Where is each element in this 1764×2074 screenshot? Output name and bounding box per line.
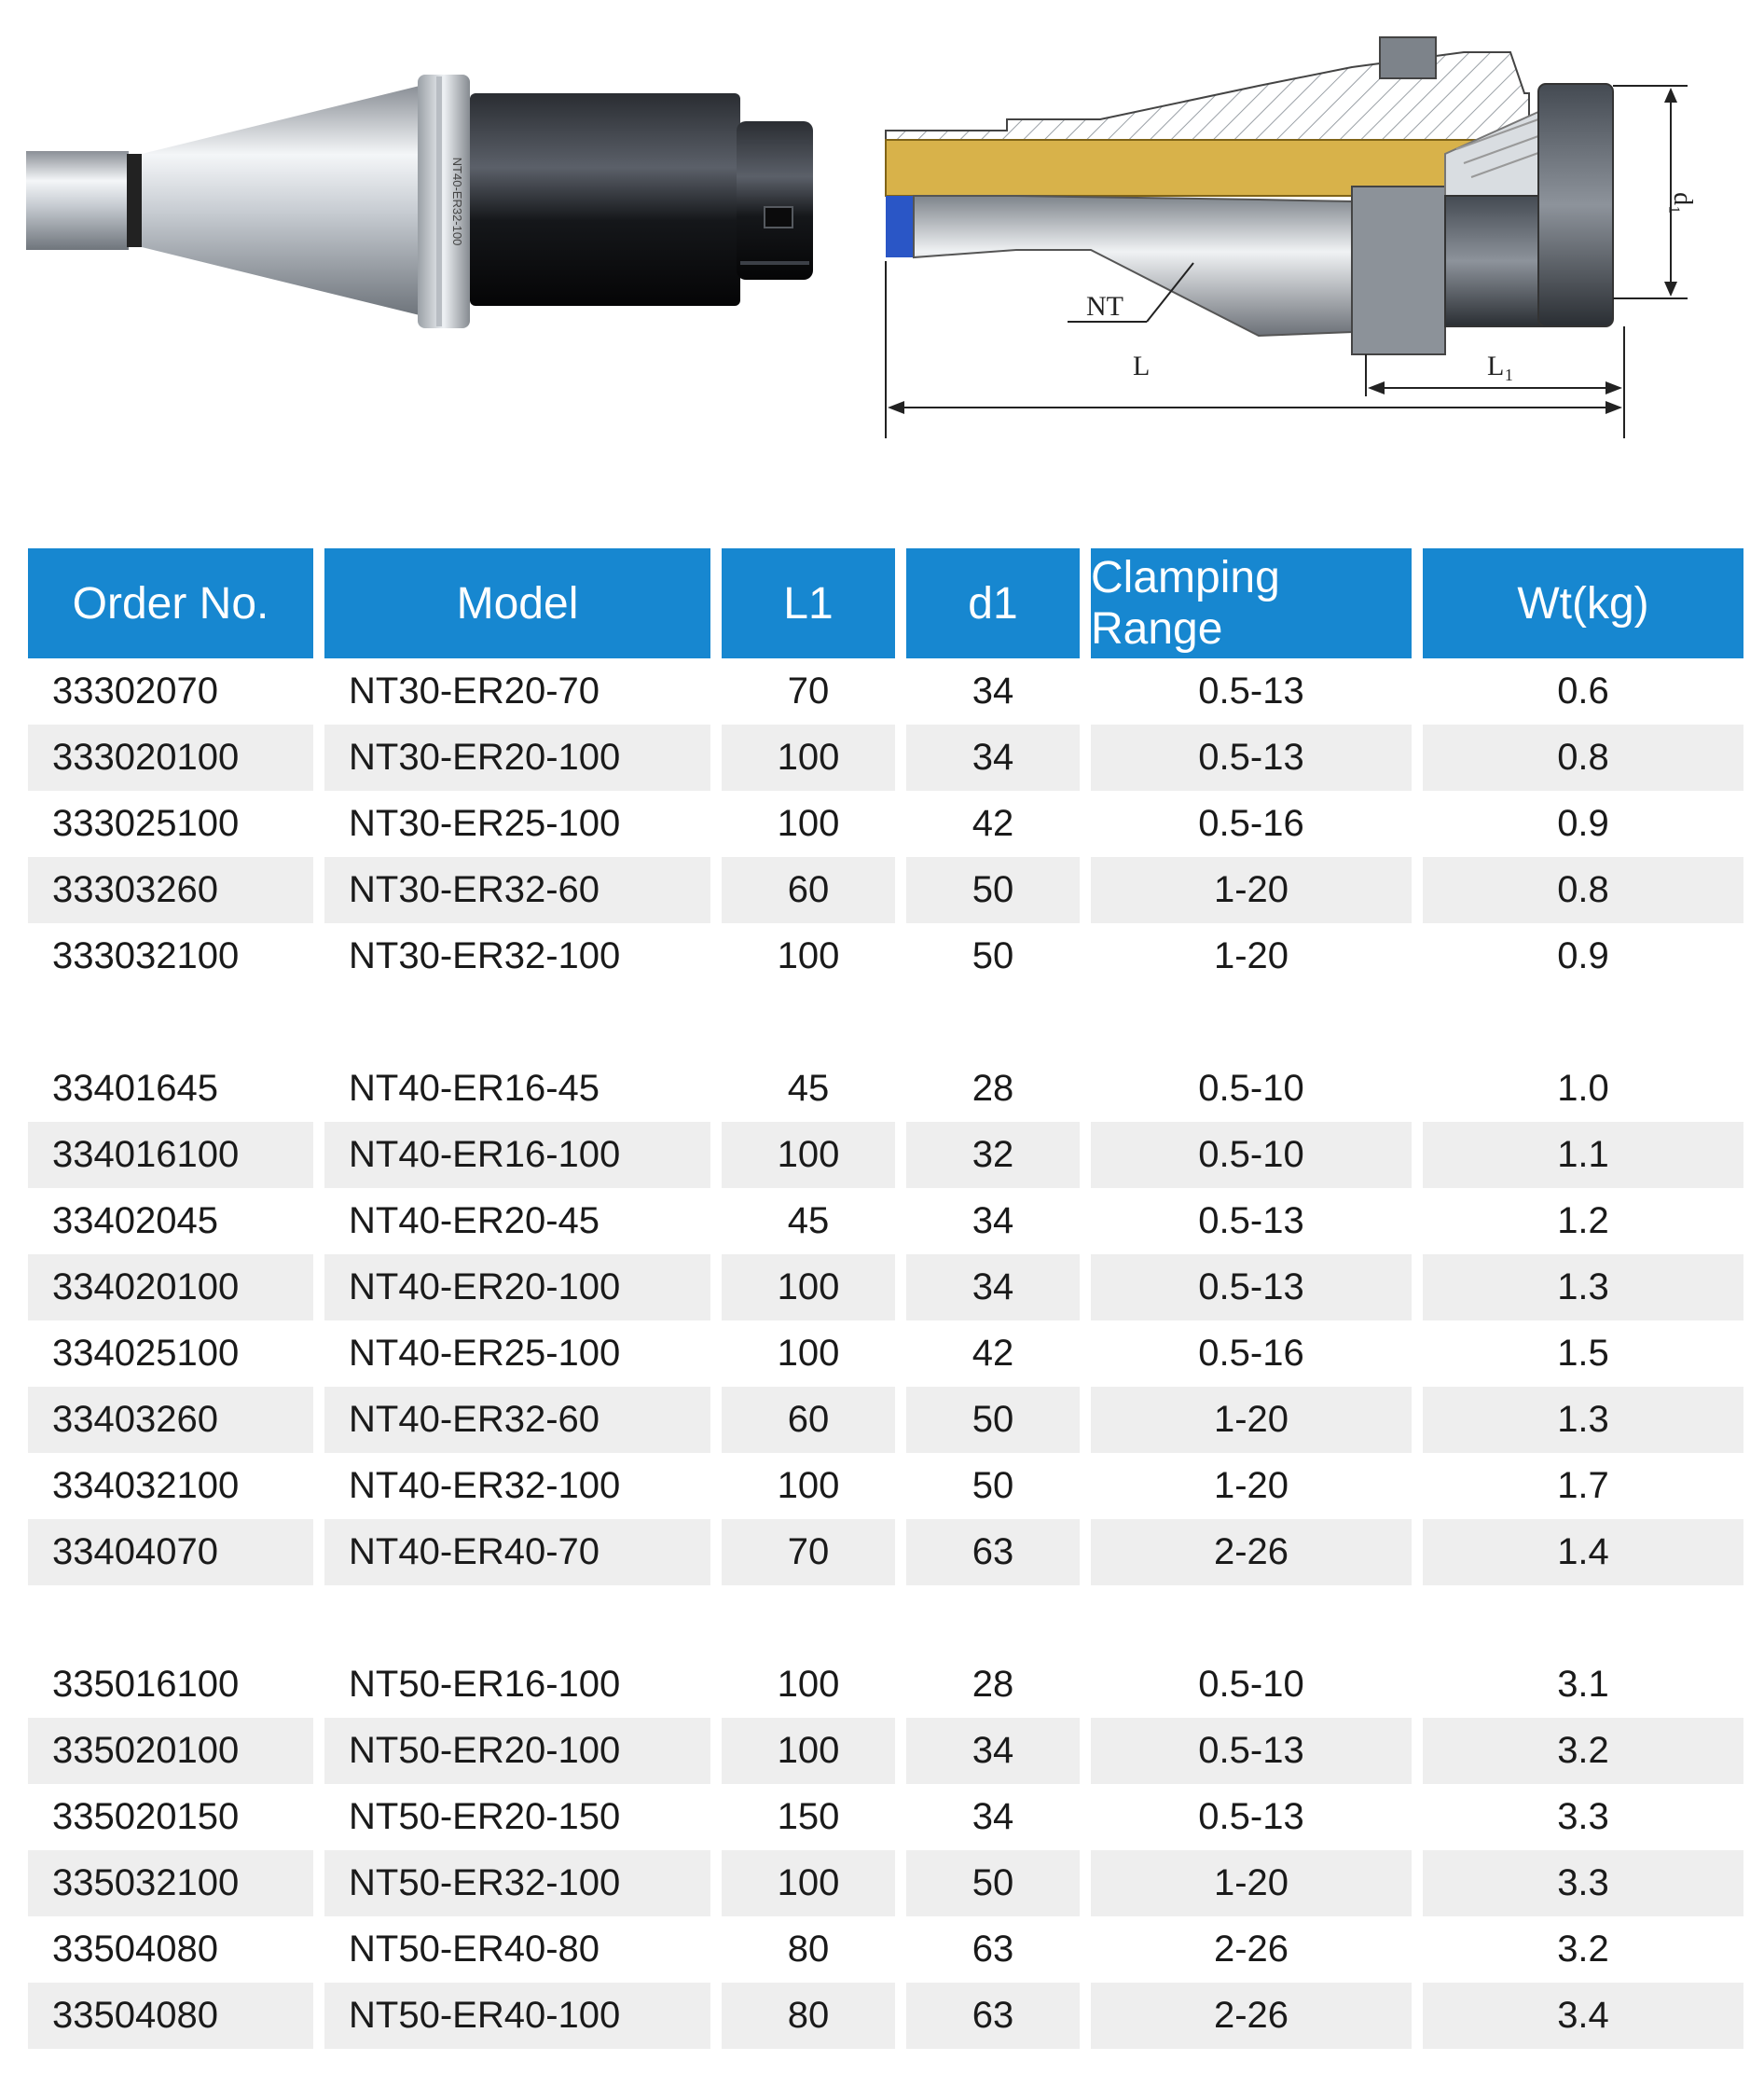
table-row <box>28 1122 1743 1188</box>
d1-cell: 63 <box>906 1983 1080 2049</box>
table-row <box>28 1519 1743 1585</box>
l1-cell: 60 <box>722 1387 895 1453</box>
clamping-range-cell: 0.5-13 <box>1091 1254 1412 1320</box>
weight-cell: 0.8 <box>1423 857 1743 923</box>
col-header-order-no: Order No. <box>28 548 313 658</box>
table-row <box>28 1718 1743 1784</box>
order-no-cell: 333032100 <box>52 935 240 976</box>
weight-cell: 3.2 <box>1557 1929 1609 1970</box>
order-no-cell: 33504080 <box>52 1929 218 1970</box>
clamping-range-cell: 0.5-13 <box>1198 1200 1304 1241</box>
weight-cell: 3.1 <box>1557 1664 1609 1705</box>
order-no-cell: 334025100 <box>52 1333 240 1374</box>
col-header-clamping-range: Clamping Range <box>1091 548 1412 658</box>
clamping-range-cell: 0.5-16 <box>1198 803 1304 844</box>
weight-cell: 0.9 <box>1557 803 1609 844</box>
order-no-cell: 33302070 <box>52 671 218 712</box>
specification-table <box>28 548 1743 2049</box>
l1-cell: 45 <box>787 1068 830 1109</box>
group-spacer <box>28 1585 1743 1652</box>
weight-cell: 0.9 <box>1557 935 1609 976</box>
table-row <box>28 1387 1743 1453</box>
order-no-cell: 335020100 <box>28 1718 313 1784</box>
model-cell: NT50-ER40-80 <box>349 1929 600 1970</box>
table-row <box>28 1850 1743 1916</box>
order-no-cell: 335020150 <box>52 1796 240 1837</box>
model-cell: NT40-ER16-45 <box>349 1068 600 1109</box>
model-cell: NT30-ER25-100 <box>349 803 621 844</box>
weight-cell: 1.0 <box>1557 1068 1609 1109</box>
model-cell: NT30-ER32-60 <box>324 857 710 923</box>
nt-taper <box>142 86 420 315</box>
table-row <box>28 658 1743 725</box>
weight-cell: 3.4 <box>1423 1983 1743 2049</box>
order-no-cell: 33303260 <box>28 857 313 923</box>
clamping-range-cell: 0.5-10 <box>1091 1122 1412 1188</box>
clamping-range-cell: 0.5-13 <box>1198 1796 1304 1837</box>
d1-cell: 34 <box>906 725 1080 791</box>
col-header-model: Model <box>324 548 710 658</box>
l1-cell: 60 <box>722 857 895 923</box>
model-cell: NT50-ER16-100 <box>349 1664 621 1705</box>
cone-body <box>914 196 1352 336</box>
model-cell: NT40-ER32-100 <box>349 1465 621 1506</box>
weight-cell: 1.1 <box>1423 1122 1743 1188</box>
table-row <box>28 1983 1743 2049</box>
order-no-cell: 334032100 <box>52 1465 240 1506</box>
table-row <box>28 857 1743 923</box>
clamping-range-cell: 0.5-13 <box>1198 671 1304 712</box>
collet-nut-outer <box>1538 84 1613 326</box>
clamping-range-cell: 2-26 <box>1091 1983 1412 2049</box>
collet-nut <box>737 121 813 280</box>
d1-cell: 32 <box>906 1122 1080 1188</box>
weight-cell: 0.6 <box>1557 671 1609 712</box>
table-row <box>28 1188 1743 1254</box>
l1-cell: 100 <box>777 1333 840 1374</box>
order-no-cell: 33401645 <box>52 1068 218 1109</box>
l-label: L <box>1133 351 1151 381</box>
table-body <box>28 658 1743 2049</box>
col-header-weight: Wt(kg) <box>1423 548 1743 658</box>
d1-cell: 34 <box>906 1254 1080 1320</box>
l1-cell: 100 <box>722 1122 895 1188</box>
order-no-cell: 333025100 <box>52 803 240 844</box>
l1-cell: 45 <box>787 1200 830 1241</box>
model-cell: NT40-ER25-100 <box>349 1333 621 1374</box>
order-no-cell: 33402045 <box>52 1200 218 1241</box>
l1-cell: 70 <box>787 671 830 712</box>
nt-label: NT <box>1086 291 1123 322</box>
weight-cell: 1.3 <box>1423 1254 1743 1320</box>
clamping-range-cell: 2-26 <box>1213 1929 1289 1970</box>
weight-cell: 3.2 <box>1423 1718 1743 1784</box>
weight-cell: 1.7 <box>1557 1465 1609 1506</box>
d1-cell: 28 <box>972 1664 1014 1705</box>
nut-slot <box>765 207 792 228</box>
table-row <box>28 1784 1743 1850</box>
col-header-l1: L1 <box>722 548 895 658</box>
drive-key <box>1380 37 1436 78</box>
clamping-range-cell: 2-26 <box>1091 1519 1412 1585</box>
model-cell: NT50-ER20-100 <box>324 1718 710 1784</box>
model-cell: NT40-ER20-100 <box>324 1254 710 1320</box>
model-cell: NT50-ER20-150 <box>349 1796 621 1837</box>
clamping-range-cell: 0.5-10 <box>1198 1068 1304 1109</box>
model-cell: NT30-ER20-100 <box>324 725 710 791</box>
model-cell: NT40-ER20-45 <box>349 1200 600 1241</box>
model-cell: NT40-ER16-100 <box>324 1122 710 1188</box>
d1-cell: 63 <box>906 1519 1080 1585</box>
table-header <box>28 548 1743 658</box>
order-no-cell: 33404070 <box>28 1519 313 1585</box>
weight-cell: 3.3 <box>1557 1796 1609 1837</box>
model-cell: NT40-ER32-60 <box>324 1387 710 1453</box>
tool-holder-photo <box>19 0 820 373</box>
clamping-range-cell: 1-20 <box>1091 1387 1412 1453</box>
model-cell: NT40-ER40-70 <box>324 1519 710 1585</box>
d1-cell: 50 <box>906 857 1080 923</box>
order-no-cell: 335032100 <box>28 1850 313 1916</box>
d1-cell: 42 <box>972 1333 1014 1374</box>
d1-cell: 63 <box>972 1929 1014 1970</box>
table-row <box>28 923 1743 989</box>
l1-cell: 100 <box>722 1850 895 1916</box>
shank-end <box>26 151 129 250</box>
order-no-cell: 335016100 <box>52 1664 240 1705</box>
clamping-range-cell: 1-20 <box>1091 857 1412 923</box>
l1-cell: 100 <box>722 1718 895 1784</box>
l1-cell: 80 <box>787 1929 830 1970</box>
d1-cell: 34 <box>972 671 1014 712</box>
table-row <box>28 725 1743 791</box>
weight-cell: 1.3 <box>1423 1387 1743 1453</box>
clamping-range-cell: 1-20 <box>1213 935 1289 976</box>
weight-cell: 1.5 <box>1557 1333 1609 1374</box>
order-no-cell: 33504080 <box>28 1983 313 2049</box>
model-cell: NT30-ER20-70 <box>349 671 600 712</box>
d1-cell: 34 <box>906 1718 1080 1784</box>
d1-cell: 50 <box>972 1465 1014 1506</box>
l1-cell: 100 <box>777 1465 840 1506</box>
l1-label: L₁ <box>1487 351 1514 381</box>
technical-drawing <box>867 0 1697 466</box>
weight-cell: 1.4 <box>1423 1519 1743 1585</box>
model-cell: NT30-ER32-100 <box>349 935 621 976</box>
d1-cell: 50 <box>906 1387 1080 1453</box>
d1-cell: 42 <box>972 803 1014 844</box>
clamping-range-cell: 0.5-16 <box>1198 1333 1304 1374</box>
flange-section <box>1352 187 1445 354</box>
d1-cell: 50 <box>906 1850 1080 1916</box>
stud-tip <box>886 196 914 257</box>
clamping-range-cell: 0.5-10 <box>1198 1664 1304 1705</box>
clamping-range-cell: 1-20 <box>1091 1850 1412 1916</box>
order-no-cell: 334020100 <box>28 1254 313 1320</box>
order-no-cell: 33403260 <box>28 1387 313 1453</box>
l1-cell: 80 <box>722 1983 895 2049</box>
table-row <box>28 1320 1743 1387</box>
group-spacer <box>28 989 1743 1056</box>
table-row <box>28 1916 1743 1983</box>
l1-cell: 100 <box>777 1664 840 1705</box>
table-row <box>28 791 1743 857</box>
model-cell: NT50-ER32-100 <box>324 1850 710 1916</box>
table-row <box>28 1254 1743 1320</box>
l1-cell: 100 <box>722 725 895 791</box>
clamping-range-cell: 1-20 <box>1213 1465 1289 1506</box>
d1-cell: 34 <box>972 1796 1014 1837</box>
model-cell: NT50-ER40-100 <box>324 1983 710 2049</box>
l1-cell: 70 <box>722 1519 895 1585</box>
d1-cell: 50 <box>972 935 1014 976</box>
l1-cell: 150 <box>777 1796 840 1837</box>
product-illustrations <box>0 0 1764 485</box>
weight-cell: 1.2 <box>1557 1200 1609 1241</box>
table-row <box>28 1453 1743 1519</box>
weight-cell: 0.8 <box>1423 725 1743 791</box>
tool-marking: NT40-ER32-100 <box>450 157 464 246</box>
col-header-d1: d1 <box>906 548 1080 658</box>
table-row <box>28 1056 1743 1122</box>
clamping-range-cell: 0.5-13 <box>1091 725 1412 791</box>
order-no-cell: 333020100 <box>28 725 313 791</box>
l1-cell: 100 <box>722 1254 895 1320</box>
l1-cell: 100 <box>777 803 840 844</box>
d1-label: d₁ <box>1668 192 1697 214</box>
d1-cell: 28 <box>972 1068 1014 1109</box>
clamping-range-cell: 0.5-13 <box>1091 1718 1412 1784</box>
weight-cell: 3.3 <box>1423 1850 1743 1916</box>
order-no-cell: 334016100 <box>28 1122 313 1188</box>
shank-groove <box>127 154 142 247</box>
table-row <box>28 1652 1743 1718</box>
l1-cell: 100 <box>777 935 840 976</box>
holder-body <box>470 93 740 306</box>
d1-cell: 34 <box>972 1200 1014 1241</box>
